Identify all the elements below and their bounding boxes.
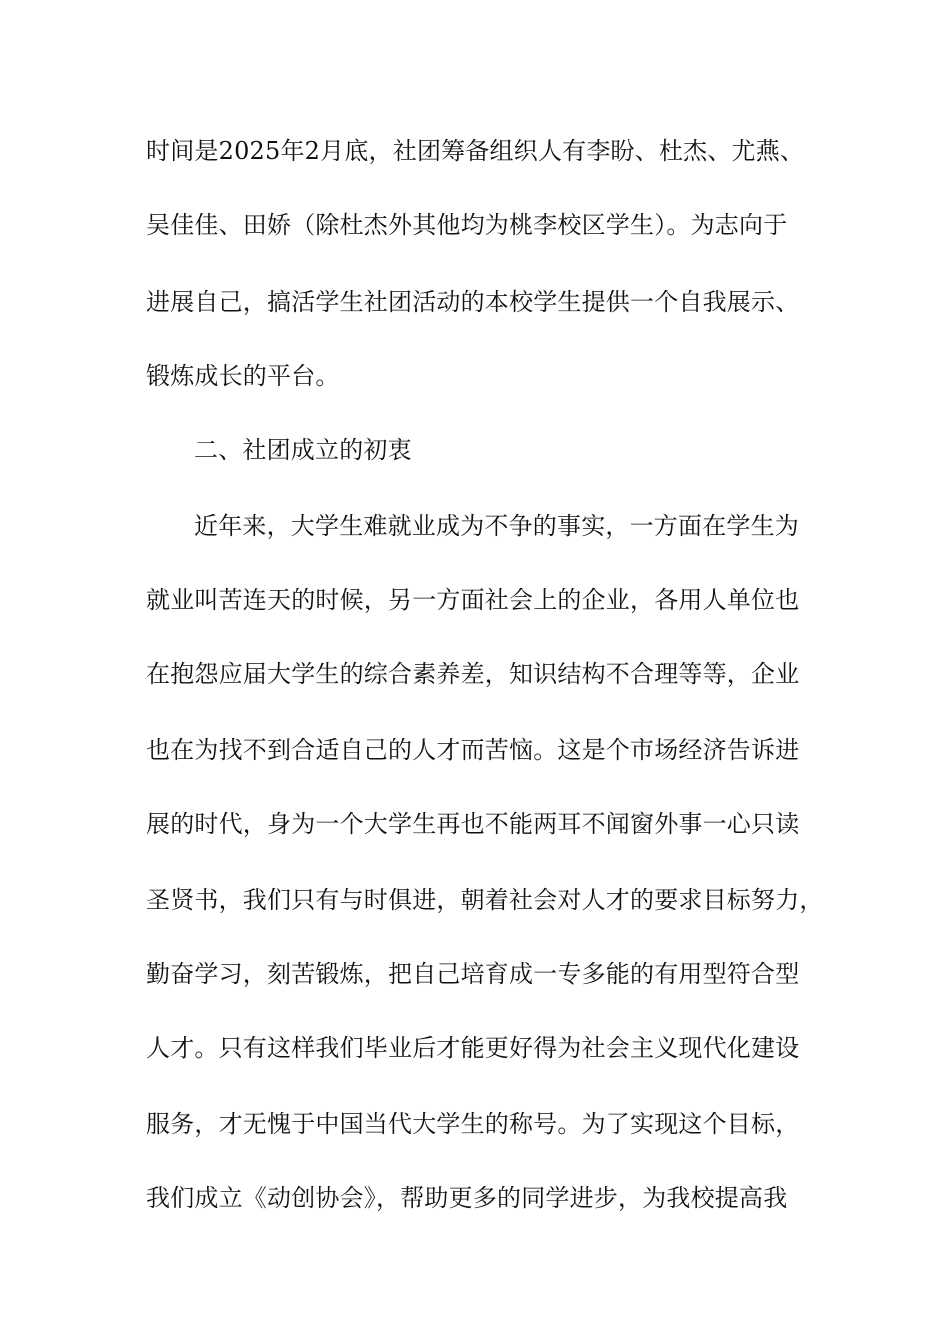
paragraph-line: 时间是2025年2月底，社团筹备组织人有李盼、杜杰、尤燕、 bbox=[146, 137, 805, 165]
paragraph-line: 就业叫苦连天的时候，另一方面社会上的企业，各用人单位也 bbox=[146, 586, 800, 614]
paragraph-line: 勤奋学习，刻苦锻炼，把自己培育成一专多能的有用型符合型 bbox=[146, 960, 800, 988]
paragraph-line: 进展自己，搞活学生社团活动的本校学生提供一个自我展示、 bbox=[146, 288, 800, 316]
paragraph-line: 服务，才无愧于中国当代大学生的称号。为了实现这个目标， bbox=[146, 1110, 800, 1138]
paragraph-line: 吴佳佳、田娇（除杜杰外其他均为桃李校区学生）。为志向于 bbox=[146, 211, 788, 239]
paragraph-line: 我们成立《动创协会》，帮助更多的同学进步，为我校提高我 bbox=[146, 1184, 788, 1212]
section-heading: 二、社团成立的初衷 bbox=[194, 436, 412, 464]
paragraph-line: 也在为找不到合适自己的人才而苦恼。这是个市场经济告诉进 bbox=[146, 736, 800, 764]
paragraph-line: 展的时代，身为一个大学生再也不能两耳不闻窗外事一心只读 bbox=[146, 810, 800, 838]
paragraph-line: 近年来，大学生难就业成为不争的事实，一方面在学生为 bbox=[194, 512, 799, 540]
paragraph-line: 人才。只有这样我们毕业后才能更好得为社会主义现代化建设 bbox=[146, 1034, 800, 1062]
paragraph-line: 圣贤书，我们只有与时俱进，朝着社会对人才的要求目标努力， bbox=[146, 886, 824, 914]
paragraph-line: 锻炼成长的平台。 bbox=[146, 362, 340, 390]
paragraph-line: 在抱怨应届大学生的综合素养差，知识结构不合理等等，企业 bbox=[146, 660, 800, 688]
